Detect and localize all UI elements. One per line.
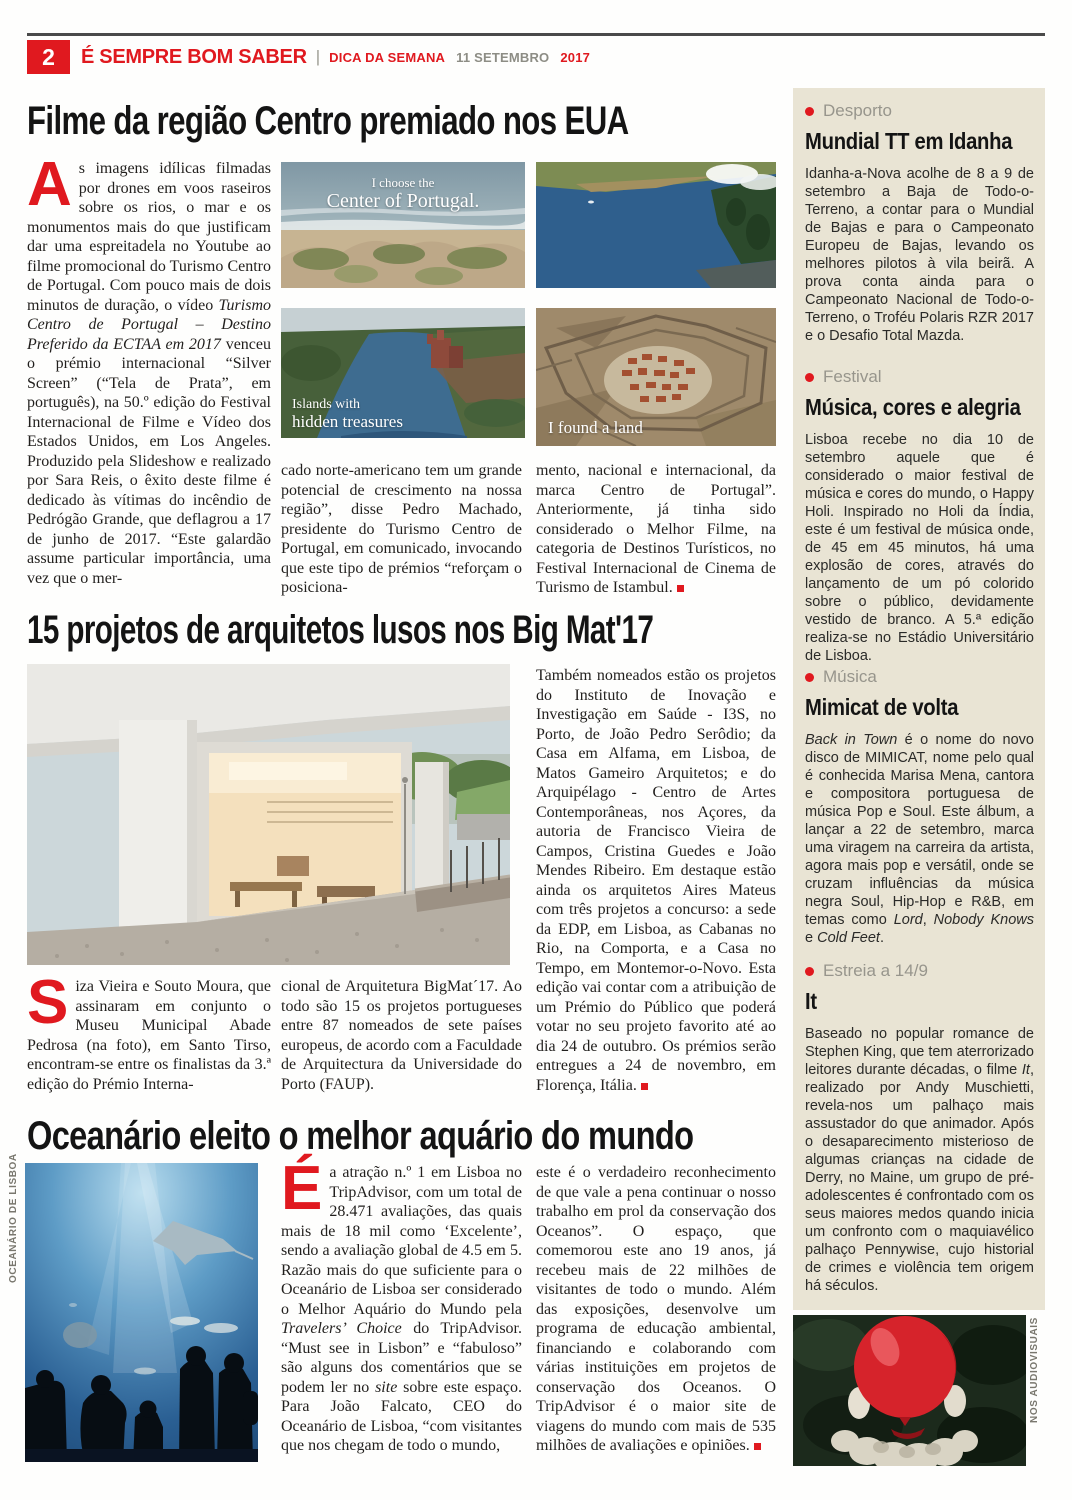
bullet-icon [805,107,814,116]
header-year: 2017 [560,49,591,65]
bigmat-column-right: Também nomeados estão os projetos do Instituto de Inovação e Investigação em Saúde - I3S, no Porto, de João Pedro Serôdio; da Casa em Alfama, em Lisboa, de Matos Gameiro Arquitetos; e do Arquipélago - Centro de Artes Contemporâneas, nos Açores, da autoria de Francisco Vieira de Campos, Cristina Guedes e João Mendes Ribeiro. Em destaque estão ainda os arquitetos Aires Mateus com três projetos a concurso: a sede da EDP, em Lisboa, as Cabanas no Rio, na Comporta, e a Casa no Tempo, em Montemor-o-Novo. Esta edição vai contar com a atribuição de um Prémio do Público que poderá votar no seu projeto favorito até ao dia 24 de outubro. Os prémios serão entregues a 24 de novembro, em Florença, Itália. [536,667,776,1094]
dropcap-e: É [281,1154,323,1223]
film-column-3: mento, nacional e internacional, da marca Centro de Portugal”. Anteriormente, já tinha sido considerado o Melhor Filme, na categoria de Destinos Turísticos, no Festival Internacional de Cinema de Turismo de Istambul. [536,462,776,596]
sidebar-title: Música, cores e alegria [805,394,1021,420]
bigmat-column-2: cional de Arquitetura BigMat´17. Ao todo são 15 os projetos portugueses entre 87 nomeados de sete países europeus, de acordo com a Faculdade de Arquitectura da Universidade do Porto (FAUP). [281,978,522,1093]
sidebar-label-text: Música [823,667,877,686]
headline-bigmat: 15 projetos de arquitetos lusos nos Big Mat'17 [27,608,654,652]
sidebar-title: Mundial TT em Idanha [805,128,1013,154]
aquarium-photo [25,1163,258,1462]
sidebar-label [805,668,1034,686]
beach-caption-line2: Center of Portugal. [326,190,480,212]
sidebar-label-text: Festival [823,367,882,386]
museum-photo-art [27,664,510,965]
fort-photo [536,308,776,446]
top-rule [27,33,1045,36]
river-castle-photo [281,308,525,438]
sidebar-title: Mimicat de volta [805,694,959,720]
sidebar-body: Lisboa recebe no dia 10 de setembro aquele que é considerado o maior festival de música e cores do mundo, o Happy Holi. Inspirado no Holi da Índia, este é um festival de música onde, de 45 em 45 minutos, há uma explosão de cores, através do lançamento de um pó colorido sobre o público, devidamente vestido de branco. A 5.ª edição realiza-se no Estádio Universitário de Lisboa. [805,432,1034,664]
bullet-icon [805,673,814,682]
bullet-icon [805,373,814,382]
dropcap-s: S [27,968,69,1037]
sidebar-label [805,962,1034,980]
page-header [27,40,590,74]
page-number-badge: 2 [27,40,70,74]
headline-film: Filme da região Centro premiado nos EUA [27,99,629,143]
river-caption-line1: Islands with [292,397,361,412]
it-movie-photo-art [793,1315,1026,1466]
beach-caption-line1: I choose the [371,175,435,190]
oceanario-column-2: este é o verdadeiro reconhecimento de que vale a pena continuar o nosso trabalho em prol da conservação dos Oceanos”. O espaço, que comemorou este ano 19 anos, já recebeu mais de 22 milhões de visitantes de todo o mundo. Além das exposições, desenvolve um programa de educação ambiental, financiando e colaborando com várias instituições em projetos de conservação dos Oceanos. O TripAdvisor é o maior site de viagens do mundo com mais de 535 milhões de avaliações e opiniões. [536,1164,776,1454]
sidebar-section-estreia [805,962,1034,1295]
sidebar-label-text: Desporto [823,101,892,120]
bullet-icon [805,967,814,976]
header-divider: | [315,47,321,66]
dropcap-a: A [27,150,72,219]
sidebar-section-musica [805,668,1034,947]
museum-photo [27,664,510,965]
beach-photo [281,162,525,288]
oceanario-photo-credit: OCEANÁRIO DE LISBOA [8,1153,19,1283]
headline-oceanario: Oceanário eleito o melhor aquário do mundo [27,1114,694,1158]
sidebar-section-desporto [805,102,1034,345]
header-subsection: DICA DA SEMANA [329,49,446,65]
bigmat-column-1: Siza Vieira e Souto Moura, que assinaram em conjunto o Museu Municipal Abade Pedrosa (na foto), em Santo Tirso, encontram-se entre os finalistas da 3.ª edição do Prémio Interna- [27,968,271,1093]
it-movie-photo [793,1315,1026,1466]
aquarium-photo-art [25,1163,258,1462]
oceanario-column-1: Éa atração n.º 1 em Lisboa no TripAdvisor, com um total de 28.471 avaliações, das quais mais de 18 mil como ‘Excelente’, sendo a avaliação global de 4.5 em 5. Razão mais do que suficiente para o Oceanário de Lisboa ser considerado o Melhor Aquário do Mundo pela Travelers’ Choice do TripAdvisor. “Must see in Lisbon” e “fabuloso” são alguns dos comentários que se podem ler no site sobre este espaço. Para João Falcato, CEO do Oceanário de Lisboa, “com visitantes que nos chegam de todo o mundo, [281,1154,523,1454]
film-column-1: As imagens idílicas filmadas por drones em voos raseiros sobre os rios, o mar e os monumentos mais do que justificam dar uma espreitadela no Youtube ao filme promocional do Turismo Centro de Portugal. Com pouco mais de dois minutos de duração, o vídeo Turismo Centro de Portugal – Destino Preferido da ECTAA em 2017 venceu o prémio internacional “Silver Screen” (“Tela de Prata”, em português), na 50.º edição do Festival Internacional de Filme e Vídeo dos Estados Unidos, em Los Angeles. Produzido pela Slideshow e realizado por Sara Reis, o êxito deste filme é dedicado às vítimas do incêndio de Pedrógão Grande, que deflagrou a 17 de junho de 2017. “Este galardão assume particular importância, uma vez que o mer- [27,150,272,587]
sidebar-label [805,102,1034,120]
fort-caption: I found a land [548,418,643,437]
river-caption-line2: hidden treasures [292,412,403,431]
sidebar-title: It [805,988,817,1014]
sidebar-photo-credit: NOS AUDIOVISUAIS [1029,1317,1040,1423]
section-kicker: É SEMPRE BOM SABER [81,45,307,68]
sidebar-body: Back in Town é o nome do novo disco de MIMICAT, nome pelo qual é conhecida Marisa Mena, cantora e compositora portuguesa de música Pop e Soul. Este álbum, a lançar a 22 de setembro, marca uma viragem na carreira da artista, agora mais pop e versátil, onde se cruzam influências da música negra Soul, Hip-Hop e R&B, em temas como Lord, Nobody Knows e Cold Feet. [805,732,1034,946]
film-column-2: cado norte-americano tem um grande potencial de crescimento na nossa região”, disse Pedro Machado, presidente do Turismo Centro de Portugal, em comunicado, invocando que este tipo de prémios “reforçam o posiciona- [281,462,522,596]
sidebar-body: Baseado no popular romance de Stephen King, que tem aterrorizado leitores durante décadas, o filme It, realizado por Andy Muschietti, revela-nos um palhaço mais assustador do que animador. Após o desaparecimento misterioso de algumas crianças na cidade de Derry, no Maine, um grupo de pré-adolescentes é confrontado com os seus maiores medos quando inicia um confronto com o maquiavélico palhaço Pennywise, cujo historial de crimes e violência tem origem há séculos. [805,1026,1034,1294]
sidebar-section-festival [805,368,1034,665]
lake-photo [536,162,776,288]
header-date: 11 SETEMBRO [456,49,550,65]
sidebar-body: Idanha-a-Nova acolhe de 8 a 9 de setembro a Baja de Todo-o-Terreno, a contar para o Mundial de Bajas e para o Campeonato Europeu de Bajas, levando os melhores pilotos à vila beirã. A prova conta ainda para o Campeonato Nacional de Todo-o-Terreno, o Troféu Polaris RZR 2017 e o Desafio Total Mazda. [805,166,1034,344]
sidebar-label [805,368,1034,386]
sidebar-label-text: Estreia a 14/9 [823,961,928,980]
lake-photo-art [536,162,776,288]
